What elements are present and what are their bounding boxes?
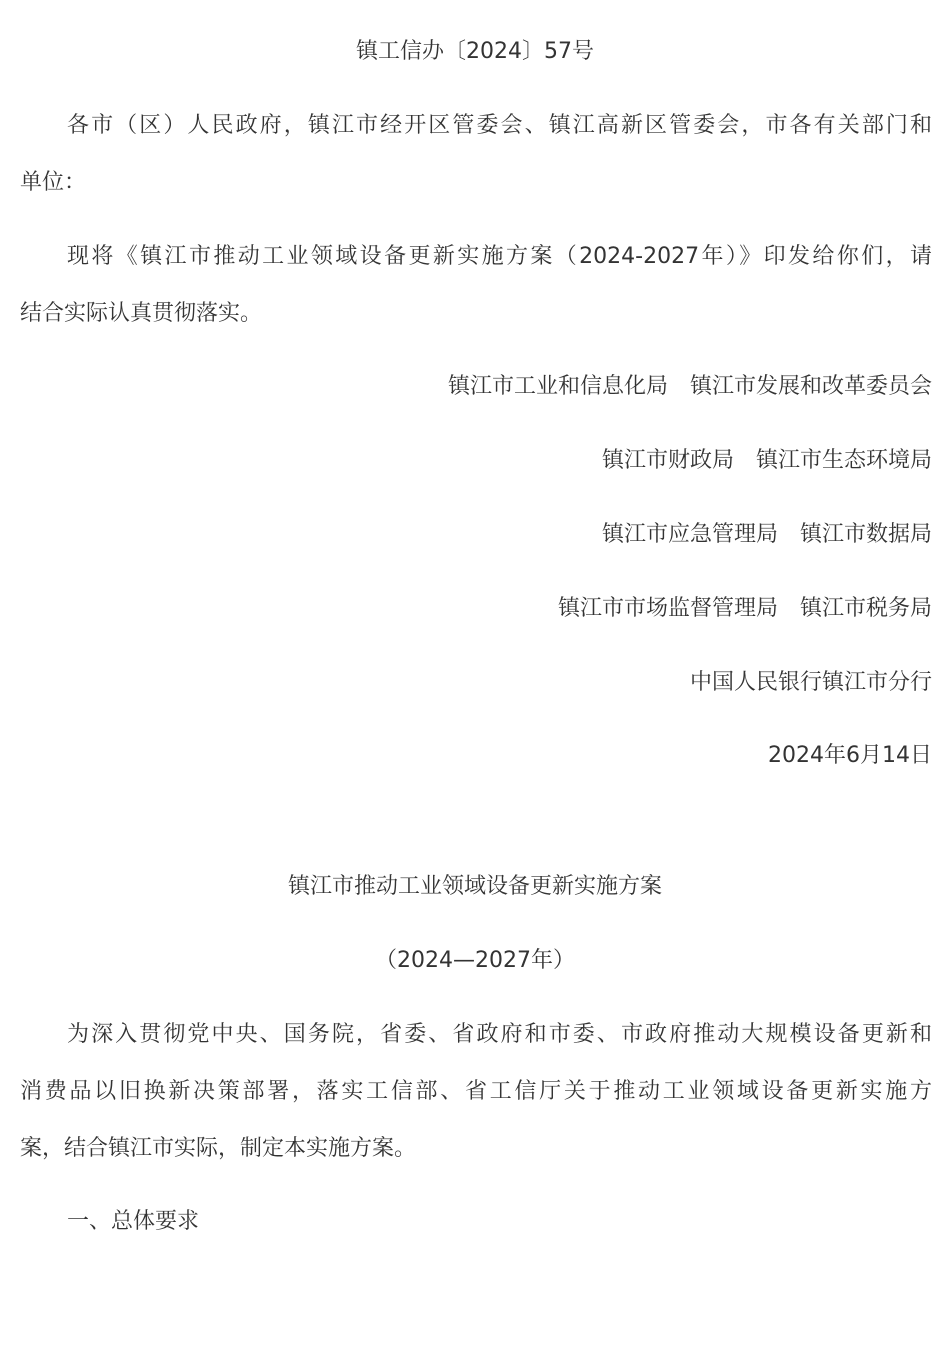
issuer-row-2 xyxy=(20,446,932,476)
issuer-row-4 xyxy=(20,594,932,624)
issue-date: 2024年6月14日 xyxy=(768,743,932,768)
section-heading: 一、总体要求 xyxy=(67,1209,200,1234)
issuer-name: 镇江市工业和信息化局 xyxy=(447,374,668,399)
issuer-name: 镇江市财政局 xyxy=(601,448,734,473)
issuer-row-3 xyxy=(20,520,932,550)
recipients-line-1: 各市（区）人民政府，镇江市经开区管委会、镇江高新区管委会，市各有关部门和 xyxy=(67,113,932,138)
intro-line-1: 为深入贯彻党中央、国务院，省委、省政府和市委、市政府推动大规模设备更新和 xyxy=(67,1022,932,1047)
issuer-name: 镇江市发展和改革委员会 xyxy=(689,374,932,399)
intro-line-2: 消费品以旧换新决策部署，落实工信部、省工信厅关于推动工业领域设备更新实施方 xyxy=(20,1079,932,1104)
intro-line-3: 案，结合镇江市实际，制定本实施方案。 xyxy=(20,1136,417,1161)
recipients-line-2: 单位： xyxy=(20,170,87,195)
notice-line-1: 现将《镇江市推动工业领域设备更新实施方案（2024-2027年）》印发给你们，请 xyxy=(67,244,932,269)
issuer-name: 镇江市数据局 xyxy=(799,522,932,547)
issuer-name: 镇江市市场监督管理局 xyxy=(557,596,778,621)
issuer-name: 中国人民银行镇江市分行 xyxy=(689,670,932,695)
issuer-name: 镇江市应急管理局 xyxy=(601,522,778,547)
issuer-row-5 xyxy=(20,668,932,698)
issuer-name: 镇江市税务局 xyxy=(799,596,932,621)
issuer-name: 镇江市生态环境局 xyxy=(755,448,932,473)
issuer-row-1 xyxy=(20,372,932,402)
notice-line-2: 结合实际认真贯彻落实。 xyxy=(20,301,263,326)
document-number: 镇工信办〔2024〕57号 xyxy=(356,39,594,64)
plan-title: 镇江市推动工业领域设备更新实施方案 xyxy=(287,874,662,899)
plan-years: （2024—2027年） xyxy=(375,948,575,973)
